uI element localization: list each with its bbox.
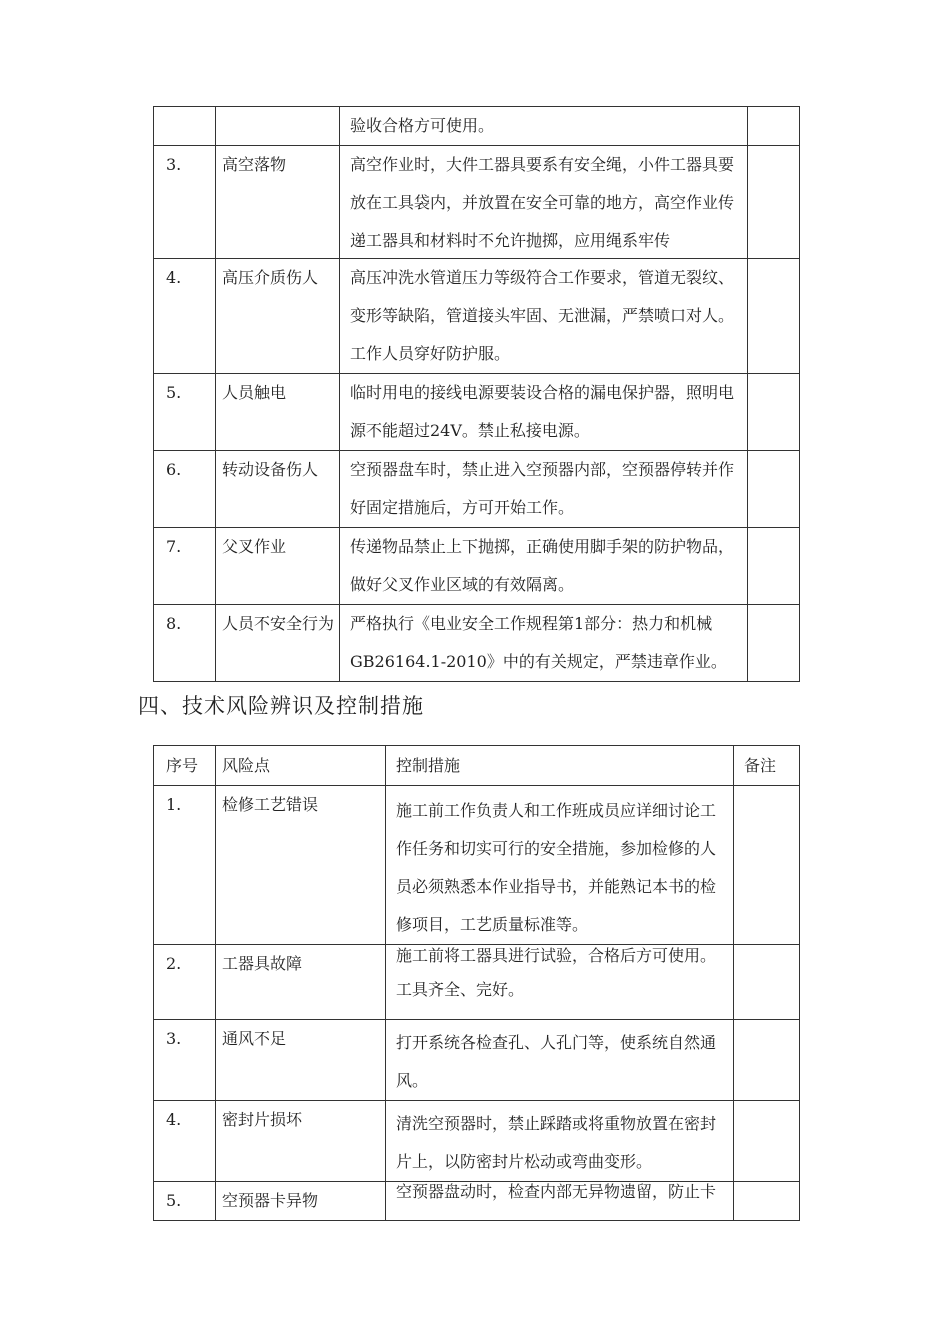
measure-text: 施工前将工器具进行试验，合格后方可使用。: [396, 946, 717, 965]
risk-point: 高空落物: [216, 146, 340, 259]
row-number: 1.: [154, 786, 216, 945]
control-measure: [386, 786, 734, 945]
table-row: [154, 107, 800, 146]
control-measure: 传递物品禁止上下抛掷，正确使用脚手架的防护物品，做好父叉作业区域的有效隔离。: [340, 528, 748, 605]
row-number: 5.: [154, 374, 216, 451]
header-control-measure: 控制措施: [386, 746, 734, 786]
table-row: [154, 1182, 800, 1221]
control-measure: [386, 1182, 734, 1221]
section-heading: 四、技术风险辨识及控制措施: [138, 694, 424, 718]
header-risk-point: 风险点: [216, 746, 386, 786]
row-number: 4.: [154, 259, 216, 374]
remark-cell: [734, 1020, 800, 1101]
remark-cell: [734, 1182, 800, 1221]
row-number: 5.: [154, 1182, 216, 1221]
risk-point: 密封片损坏: [216, 1101, 386, 1182]
risk-point: 检修工艺错误: [216, 786, 386, 945]
control-measure: 空预器盘车时，禁止进入空预器内部，空预器停转并作好固定措施后，方可开始工作。: [340, 451, 748, 528]
control-measure: [340, 146, 748, 259]
control-measure: [386, 945, 734, 1020]
row-number: 2.: [154, 945, 216, 1020]
row-number: 8.: [154, 605, 216, 682]
row-number: [154, 107, 216, 146]
remark-cell: [748, 259, 800, 374]
measure-text: 清洗空预器时，禁止踩踏或将重物放置在密封片上，以防密封片松动或弯曲变形。: [396, 1114, 717, 1171]
risk-point: [216, 107, 340, 146]
row-number: 4.: [154, 1101, 216, 1182]
remark-cell: [748, 451, 800, 528]
measure-text: 高空作业时，大件工器具要系有安全绳，小件工器具要放在工具袋内，并放置在安全可靠的地方，高空作业传递工器具和材料时不允许抛掷，应用绳系牢传: [350, 155, 735, 250]
remark-cell: [748, 605, 800, 682]
table-row: [154, 259, 800, 374]
control-measure: [386, 1101, 734, 1182]
header-number: 序号: [154, 746, 216, 786]
remark-cell: [734, 786, 800, 945]
risk-point: 父叉作业: [216, 528, 340, 605]
control-measure: 临时用电的接线电源要装设合格的漏电保护器，照明电源不能超过24V。禁止私接电源。: [340, 374, 748, 451]
row-number: 6.: [154, 451, 216, 528]
technical-risk-table: [153, 745, 800, 1221]
row-number: 7.: [154, 528, 216, 605]
table-row: [154, 1020, 800, 1101]
table-row: [154, 605, 800, 682]
risk-point: 人员不安全行为: [216, 605, 340, 682]
risk-point: 工器具故障: [216, 945, 386, 1020]
measure-text-extra: 工具齐全、完好。: [396, 980, 525, 999]
remark-cell: [748, 146, 800, 259]
table-row: [154, 528, 800, 605]
table-row: [154, 451, 800, 528]
remark-cell: [734, 1101, 800, 1182]
risk-point: 高压介质伤人: [216, 259, 340, 374]
remark-cell: [734, 945, 800, 1020]
table-row: [154, 1101, 800, 1182]
row-number: 3.: [154, 146, 216, 259]
risk-point: 通风不足: [216, 1020, 386, 1101]
control-measure: 验收合格方可使用。: [340, 107, 748, 146]
measure-text: 空预器盘动时，检查内部无异物遗留，防止卡: [396, 1182, 717, 1201]
table-row: [154, 945, 800, 1020]
table-row: [154, 374, 800, 451]
remark-cell: [748, 107, 800, 146]
control-measure: 严格执行《电业安全工作规程第1部分：热力和机械GB26164.1-2010》中的有关规定，严禁违章作业。: [340, 605, 748, 682]
table-row: [154, 786, 800, 945]
risk-point: 人员触电: [216, 374, 340, 451]
risk-point: 转动设备伤人: [216, 451, 340, 528]
measure-text: 打开系统各检查孔、人孔门等，使系统自然通风。: [396, 1033, 717, 1090]
safety-risk-table: [153, 106, 800, 682]
control-measure: [386, 1020, 734, 1101]
table-header-row: [154, 746, 800, 786]
row-number: 3.: [154, 1020, 216, 1101]
remark-cell: [748, 528, 800, 605]
measure-text: 施工前工作负责人和工作班成员应详细讨论工作任务和切实可行的安全措施，参加检修的人员必须熟悉本作业指导书，并能熟记本书的检修项目，工艺质量标准等。: [396, 801, 717, 934]
header-remark: 备注: [734, 746, 800, 786]
risk-point: 空预器卡异物: [216, 1182, 386, 1221]
table-row: [154, 146, 800, 259]
remark-cell: [748, 374, 800, 451]
control-measure: 高压冲洗水管道压力等级符合工作要求，管道无裂纹、变形等缺陷，管道接头牢固、无泄漏，严禁喷口对人。工作人员穿好防护服。: [340, 259, 748, 374]
